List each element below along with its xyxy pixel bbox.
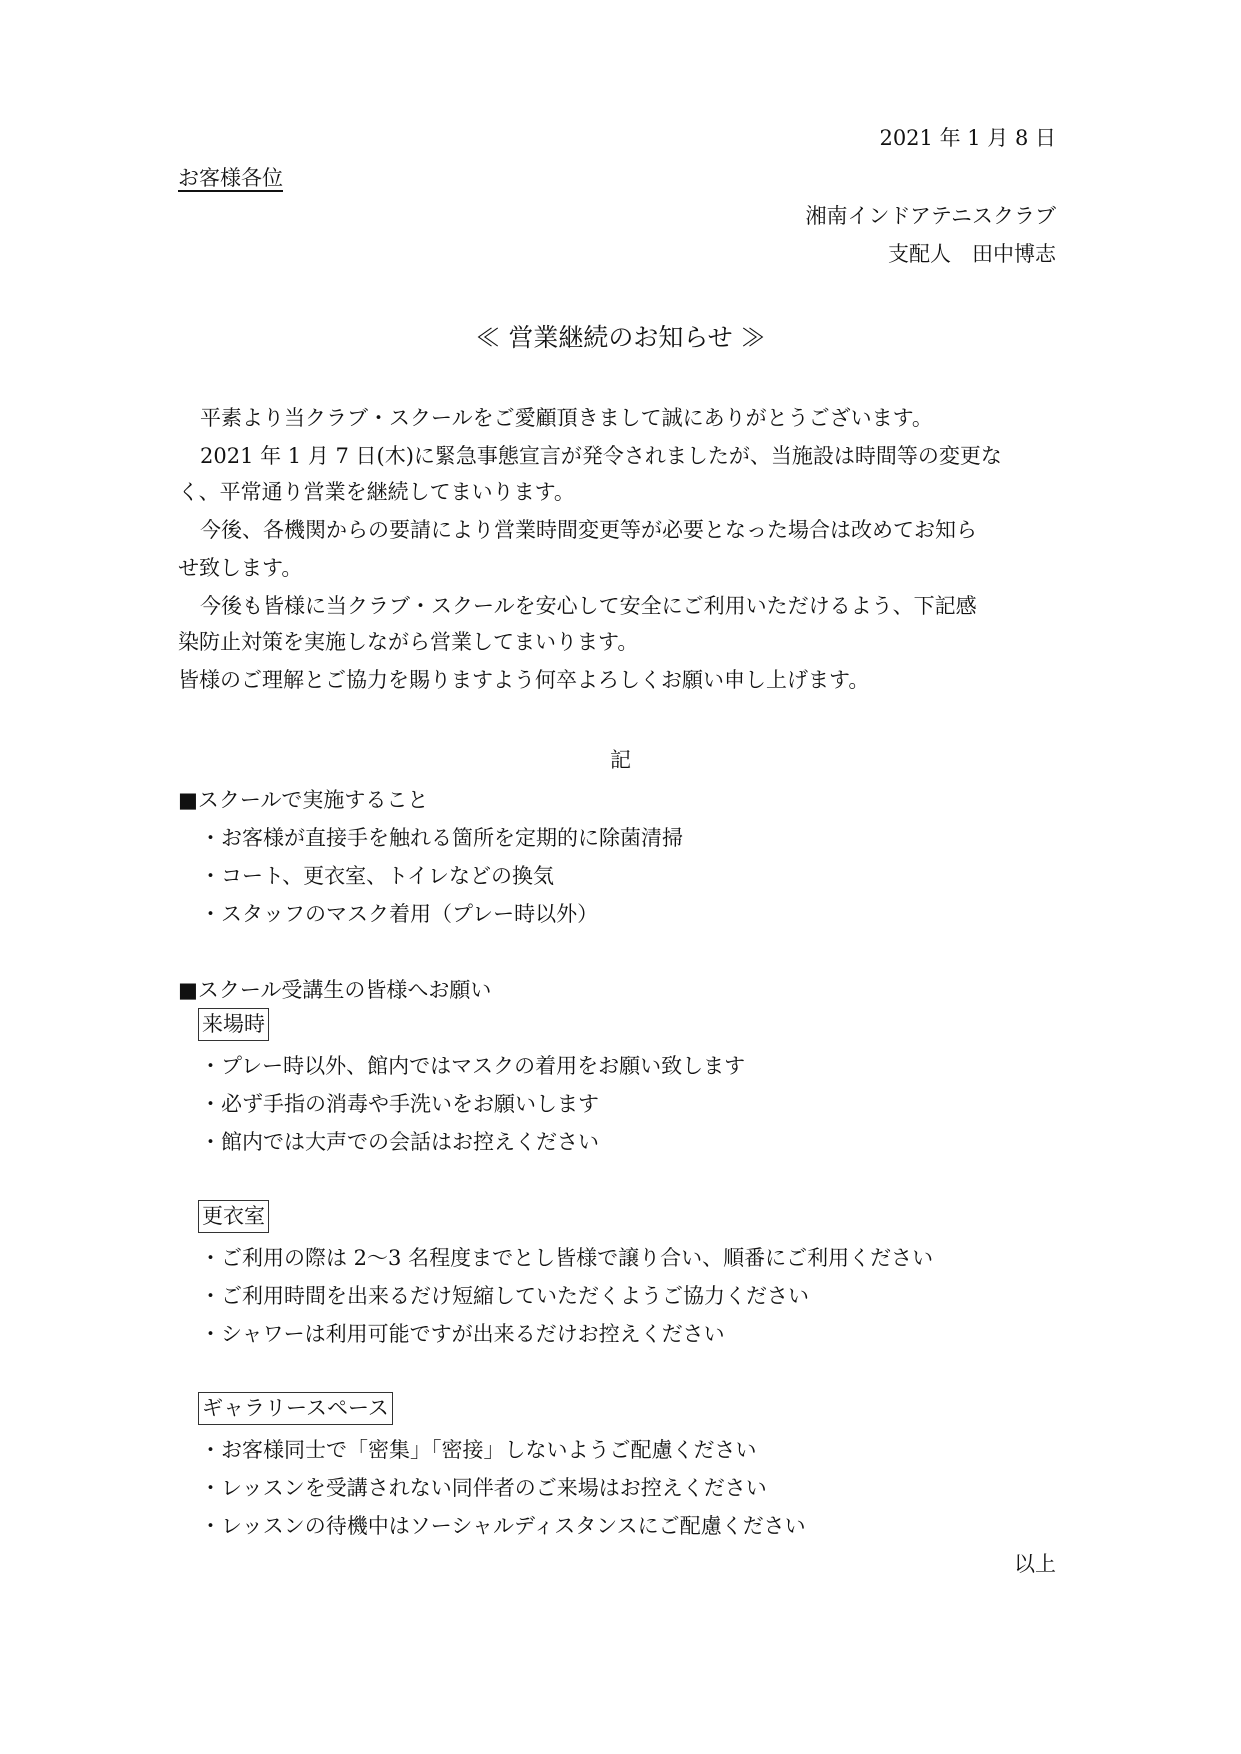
- ki-marker: 記: [610, 748, 631, 772]
- signer-name: 支配人 田中博志: [888, 242, 1056, 266]
- body-line: 2021 年 1 月 7 日(木)に緊急事態宣言が発令されましたが、当施設は時間等の変更な: [200, 444, 1002, 468]
- body-line: く、平常通り営業を継続してまいります。: [178, 480, 575, 504]
- list-item: ・必ず手指の消毒や手洗いをお願いします: [200, 1092, 599, 1116]
- body-line: 今後も皆様に当クラブ・スクールを安心して安全にご利用いただけるよう、下記感: [200, 594, 977, 618]
- list-item: ・ご利用時間を出来るだけ短縮していただくようご協力ください: [200, 1284, 809, 1308]
- document-date: 2021 年 1 月 8 日: [879, 126, 1056, 150]
- list-item: ・レッスンの待機中はソーシャルディスタンスにご配慮ください: [200, 1514, 806, 1538]
- body-line: 平素より当クラブ・スクールをご愛顧頂きまして誠にありがとうございます。: [200, 406, 933, 430]
- list-item: ・プレー時以外、館内ではマスクの着用をお願い致します: [200, 1054, 746, 1078]
- group-label: [198, 1200, 269, 1233]
- list-item: ・ご利用の際は 2～3 名程度までとし皆様で譲り合い、順番にご利用ください: [200, 1246, 934, 1270]
- list-item: ・コート、更衣室、トイレなどの換気: [200, 864, 555, 888]
- list-item: ・館内では大声での会話はお控えください: [200, 1130, 599, 1154]
- list-item: ・お客様同士で「密集」「密接」しないようご配慮ください: [200, 1438, 757, 1462]
- body-line: 染防止対策を実施しながら営業してまいります。: [178, 630, 639, 654]
- section-heading: ■スクール受講生の皆様へお願い: [178, 978, 492, 1002]
- group-label: [198, 1008, 269, 1041]
- document-title: ≪ 営業継続のお知らせ ≫: [475, 323, 766, 352]
- section-heading: ■スクールで実施すること: [178, 788, 429, 812]
- group-label: [198, 1392, 393, 1425]
- group-label-text: 来場時: [198, 1008, 269, 1041]
- group-label-text: 更衣室: [198, 1200, 269, 1233]
- recipient-line: お客様各位: [178, 166, 283, 190]
- closing-mark: 以上: [1014, 1552, 1056, 1576]
- body-line: せ致します。: [178, 556, 303, 580]
- group-label-text: ギャラリースペース: [198, 1392, 393, 1425]
- list-item: ・お客様が直接手を触れる箇所を定期的に除菌清掃: [200, 826, 683, 850]
- list-item: ・スタッフのマスク着用（プレー時以外）: [200, 902, 599, 926]
- body-line: 今後、各機関からの要請により営業時間変更等が必要となった場合は改めてお知ら: [200, 518, 977, 542]
- organization-name: 湘南インドアテニスクラブ: [805, 204, 1056, 228]
- list-item: ・レッスンを受講されない同伴者のご来場はお控えください: [200, 1476, 767, 1500]
- list-item: ・シャワーは利用可能ですが出来るだけお控えください: [200, 1322, 725, 1346]
- body-line: 皆様のご理解とご協力を賜りますよう何卒よろしくお願い申し上げます。: [178, 668, 870, 692]
